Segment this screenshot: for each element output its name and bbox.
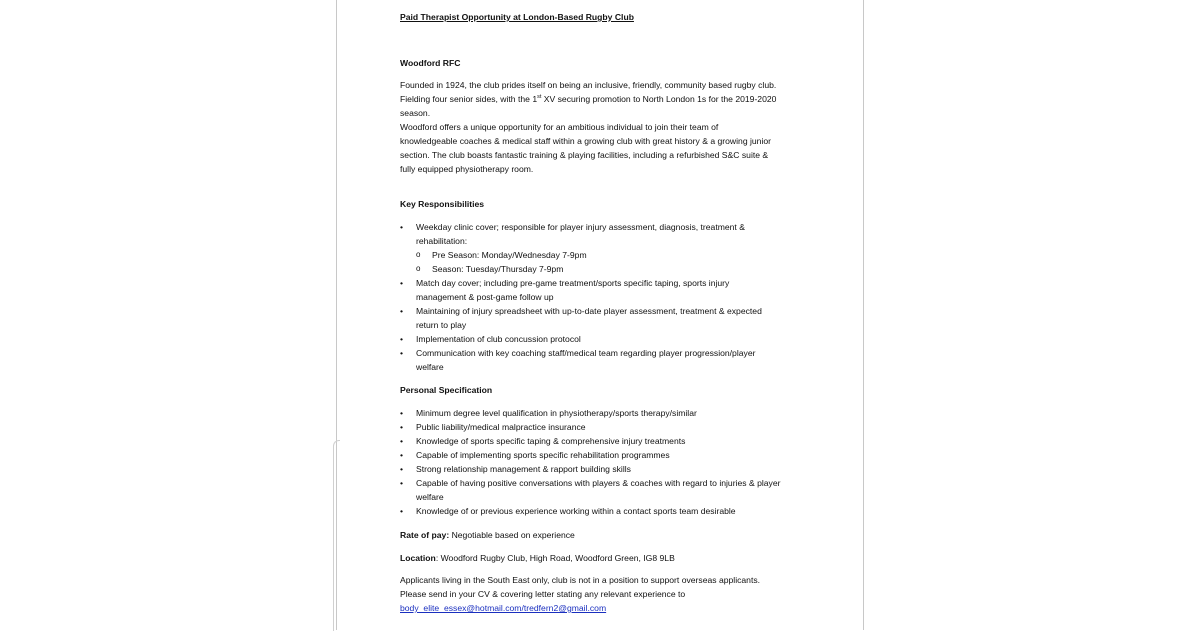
- list-item: • Match day cover; including pre-game treatment/sports specific taping, sports injury management & post-game follow up: [400, 278, 730, 302]
- intro-para2-line-4: fully equipped physiotherapy room.: [400, 164, 534, 174]
- list-item: • Strong relationship management & rapport building skills: [400, 464, 631, 474]
- sub-list-item: o Pre Season: Monday/Wednesday 7-9pm: [416, 250, 587, 260]
- page-edge-marker: [333, 440, 340, 631]
- intro-line-1: Founded in 1924, the club prides itself on being an inclusive, friendly, community based rugby club.: [400, 80, 777, 90]
- list-item: • Capable of implementing sports specific rehabilitation programmes: [400, 450, 670, 460]
- specification-list: [400, 406, 800, 518]
- list-item: • Capable of having positive conversations with players & coaches with regard to injuries & player welfare: [400, 478, 781, 502]
- intro-para2-line-3: section. The club boasts fantastic training & playing facilities, including a refurbished S&C suite &: [400, 150, 769, 160]
- list-item: • Knowledge of or previous experience working within a contact sports team desirable: [400, 506, 736, 516]
- sub-list-item: o Season: Tuesday/Thursday 7-9pm: [416, 264, 564, 274]
- list-item: • Maintaining of injury spreadsheet with up-to-date player assessment, treatment & expected return to play: [400, 306, 762, 330]
- list-item: • Implementation of club concussion protocol: [400, 334, 581, 344]
- email-link[interactable]: body_elite_essex@hotmail.com/tredfern2@gmail.com: [400, 603, 607, 613]
- intro-para2-line-1: Woodford offers a unique opportunity for an ambitious individual to join their team of: [400, 122, 719, 132]
- list-item: • Knowledge of sports specific taping & comprehensive injury treatments: [400, 436, 686, 446]
- responsibilities-heading: Key Responsibilities: [400, 199, 485, 209]
- responsibilities-list: [400, 220, 800, 374]
- rate-of-pay: Rate of pay: Negotiable based on experience: [400, 530, 575, 540]
- club-name-heading: Woodford RFC: [400, 58, 461, 68]
- list-item: • Communication with key coaching staff/medical team regarding player progression/player welfare: [400, 348, 756, 372]
- intro-line-3: season.: [400, 108, 431, 118]
- closing-section: [400, 573, 800, 615]
- intro-para2-line-2: knowledgeable coaches & medical staff within a growing club with great history & a growing junior: [400, 136, 772, 146]
- list-item: • Minimum degree level qualification in physiotherapy/sports therapy/similar: [400, 408, 697, 418]
- intro-section: [400, 78, 800, 176]
- closing-line-1: Applicants living in the South East only, club is not in a position to support overseas applicants.: [400, 575, 761, 585]
- closing-line-2: Please send in your CV & covering letter stating any relevant experience to: [400, 589, 686, 599]
- intro-line-2: Fielding four senior sides, with the 1st XV securing promotion to North London 1s for the 2019-2020: [400, 94, 777, 104]
- list-item: • Weekday clinic cover; responsible for player injury assessment, diagnosis, treatment & rehabilitation:: [400, 222, 745, 246]
- document-title: Paid Therapist Opportunity at London-Based Rugby Club: [400, 12, 634, 22]
- list-item: • Public liability/medical malpractice insurance: [400, 422, 586, 432]
- location: Location: Woodford Rugby Club, High Road, Woodford Green, IG8 9LB: [400, 553, 675, 563]
- specification-heading: Personal Specification: [400, 385, 493, 395]
